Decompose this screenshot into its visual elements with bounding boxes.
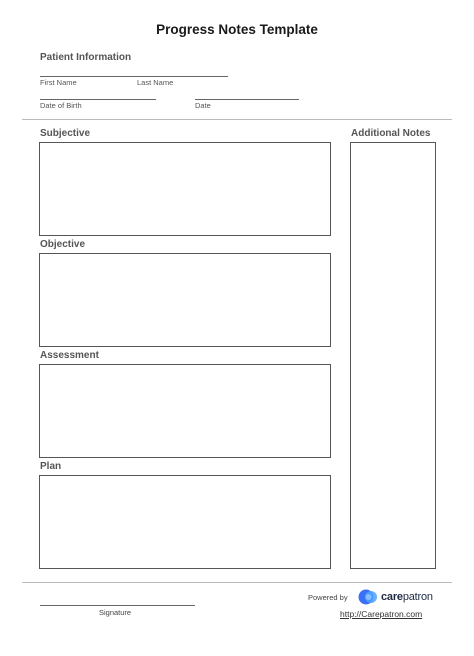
- plan-box[interactable]: [39, 475, 331, 569]
- subjective-box[interactable]: [39, 142, 331, 236]
- footer-divider: [22, 582, 452, 583]
- page-title: Progress Notes Template: [156, 22, 318, 37]
- patient-information-heading: Patient Information: [40, 52, 132, 63]
- additional-notes-box[interactable]: [350, 142, 436, 569]
- subjective-label: Subjective: [40, 128, 91, 139]
- header-divider: [22, 119, 452, 120]
- last-name-label: Last Name: [137, 78, 174, 87]
- date-field-line[interactable]: [195, 99, 299, 100]
- objective-label: Objective: [40, 239, 86, 250]
- name-field-line[interactable]: [40, 76, 228, 77]
- brand-light-text: patron: [402, 591, 433, 603]
- dob-label: Date of Birth: [40, 101, 82, 110]
- objective-box[interactable]: [39, 253, 331, 347]
- powered-by-text: Powered by: [308, 593, 348, 602]
- brand-bold-text: care: [381, 591, 403, 603]
- dob-field-line[interactable]: [40, 99, 156, 100]
- carepatron-logo-icon: [358, 589, 378, 606]
- assessment-box[interactable]: [39, 364, 331, 458]
- first-name-label: First Name: [40, 78, 77, 87]
- additional-notes-label: Additional Notes: [351, 128, 431, 139]
- date-label: Date: [195, 101, 211, 110]
- assessment-label: Assessment: [40, 350, 99, 361]
- carepatron-wordmark: [381, 591, 433, 603]
- signature-line[interactable]: [40, 605, 195, 606]
- carepatron-link[interactable]: http://Carepatron.com: [340, 609, 423, 619]
- signature-label: Signature: [99, 608, 132, 617]
- plan-label: Plan: [40, 461, 62, 472]
